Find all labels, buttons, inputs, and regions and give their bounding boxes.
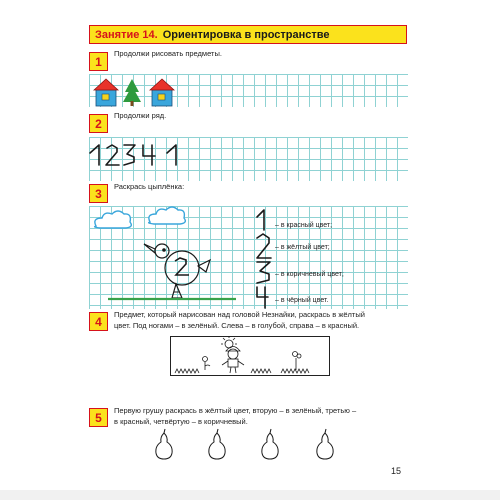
legend-label-red: – в красный цвет; xyxy=(275,222,333,229)
lesson-number: Занятие 14. xyxy=(95,28,158,41)
page-edge xyxy=(0,490,500,500)
task-5-text-line2: в красный, четвёртую – в коричневый. xyxy=(114,417,248,426)
task-2-text: Продолжи ряд. xyxy=(114,111,167,120)
task-4-badge: 4 xyxy=(89,312,108,331)
page-number: 15 xyxy=(391,466,402,476)
legend-label-yellow: – в жёлтый цвет; xyxy=(275,244,330,251)
task-2-badge: 2 xyxy=(89,114,108,133)
task-1-badge: 1 xyxy=(89,52,108,71)
pear-icon xyxy=(262,429,278,459)
lesson-title: Ориентировка в пространстве xyxy=(162,28,330,41)
task-3-badge: 3 xyxy=(89,184,108,203)
legend-label-brown: – в коричневый цвет; xyxy=(275,271,344,278)
pear-icon xyxy=(156,429,172,459)
pear-icon xyxy=(317,429,333,459)
task-4-text-line2: цвет. Под ногами – в зелёный. Слева – в голубой, справа – в красный. xyxy=(114,321,360,330)
task-1-text: Продолжи рисовать предметы. xyxy=(114,49,222,58)
task-4-text-line1: Предмет, который нарисован над головой Незнайки, раскрась в жёлтый xyxy=(114,310,365,319)
legend-label-black: – в чёрный цвет. xyxy=(275,297,329,304)
pear-icon xyxy=(209,429,225,459)
task-5-text-line1: Первую грушу раскрась в жёлтый цвет, вторую – в зелёный, третью – xyxy=(114,406,357,415)
task-3-text: Раскрась цыплёнка: xyxy=(114,182,185,191)
task-5-badge: 5 xyxy=(89,408,108,427)
